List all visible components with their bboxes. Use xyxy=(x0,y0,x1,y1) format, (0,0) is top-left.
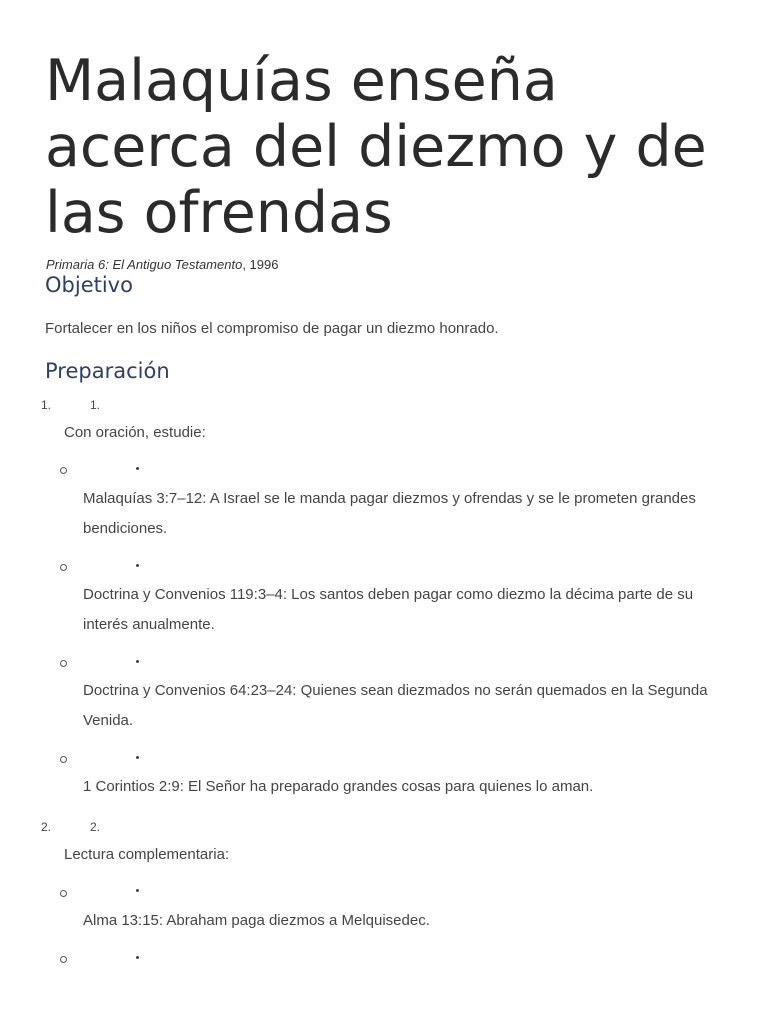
circle-bullet-icon xyxy=(60,564,67,571)
list-number: 2. xyxy=(41,820,52,834)
list-number: 2. xyxy=(90,820,101,834)
dot-bullet-icon xyxy=(136,660,139,663)
circle-bullet-icon xyxy=(60,956,67,963)
objetivo-text: Fortalecer en los niños el compromiso de pagar un diezmo honrado. xyxy=(45,320,499,337)
list-item-label: Lectura complementaria: xyxy=(64,846,230,863)
dot-bullet-icon xyxy=(136,756,139,759)
citation xyxy=(46,257,278,272)
list-item: Doctrina y Convenios 119:3–4: Los santos deben pagar como diezmo la décima parte de su interés anualmente. xyxy=(83,586,694,633)
circle-bullet-icon xyxy=(60,660,67,667)
citation-year: , 1996 xyxy=(242,257,279,272)
list-number: 1. xyxy=(90,398,101,412)
circle-bullet-icon xyxy=(60,890,67,897)
list-number: 1. xyxy=(41,398,52,412)
list-item: Alma 13:15: Abraham paga diezmos a Melquisedec. xyxy=(83,912,430,929)
list-item: Malaquías 3:7–12: A Israel se le manda pagar diezmos y ofrendas y se le prometen grandes bendiciones. xyxy=(83,490,696,537)
citation-source: Primaria 6: El Antiguo Testamento xyxy=(46,257,243,272)
dot-bullet-icon xyxy=(136,467,139,470)
dot-bullet-icon xyxy=(136,889,139,892)
heading-objetivo: Objetivo xyxy=(45,273,133,297)
page-title: Malaquías enseña acerca del diezmo y de las ofrendas xyxy=(45,48,707,246)
circle-bullet-icon xyxy=(60,756,67,763)
heading-preparacion: Preparación xyxy=(45,359,170,383)
dot-bullet-icon xyxy=(136,564,139,567)
list-item: Doctrina y Convenios 64:23–24: Quienes sean diezmados no serán quemados en la Segunda Venida. xyxy=(83,682,708,729)
circle-bullet-icon xyxy=(60,467,67,474)
list-item: 1 Corintios 2:9: El Señor ha preparado grandes cosas para quienes lo aman. xyxy=(83,778,594,795)
list-item-label: Con oración, estudie: xyxy=(64,424,206,441)
dot-bullet-icon xyxy=(136,956,139,959)
